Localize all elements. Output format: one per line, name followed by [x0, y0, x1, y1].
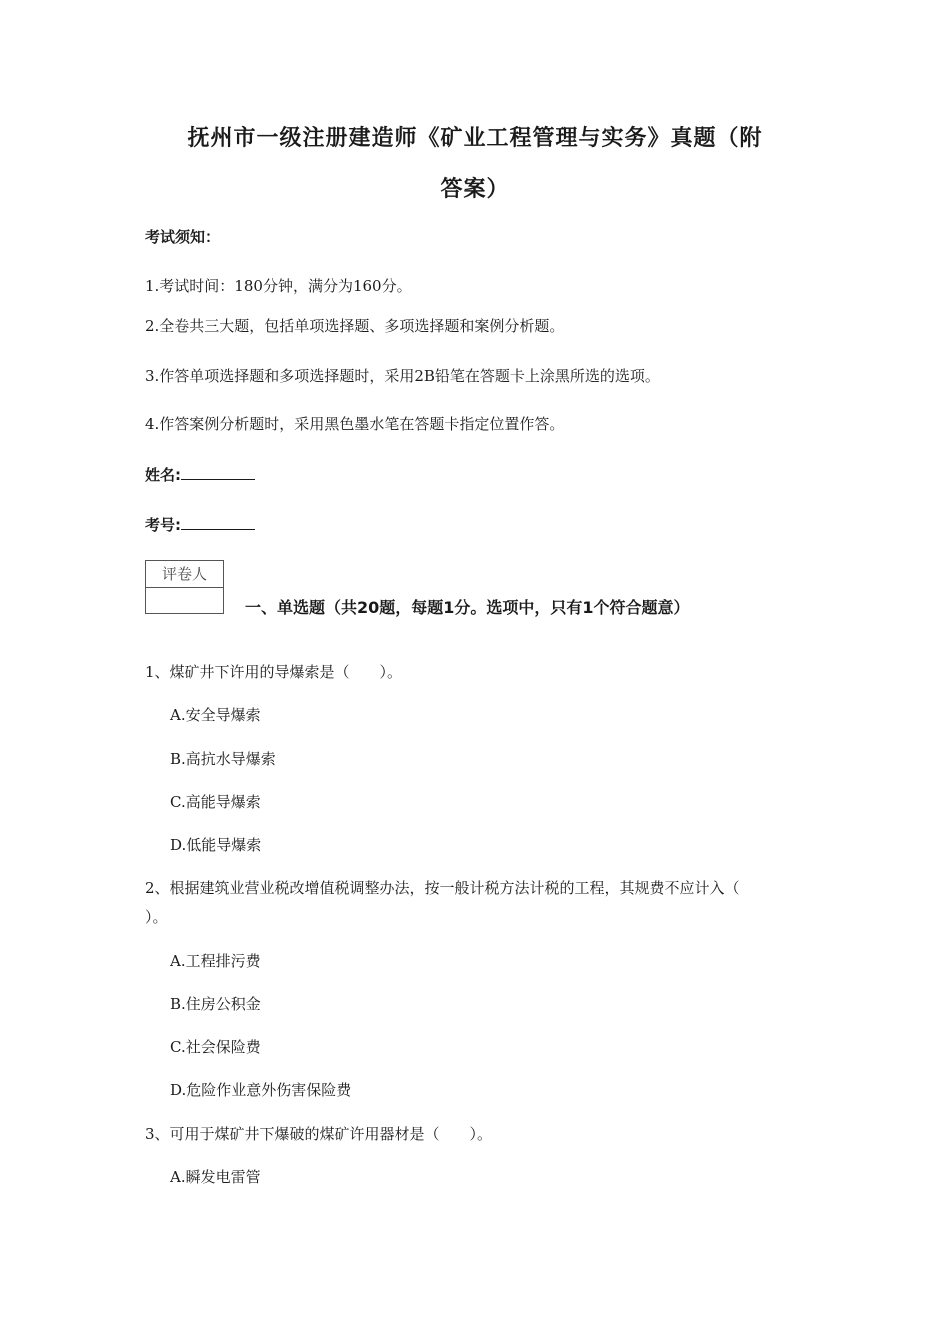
question-option: D.低能导爆索	[170, 836, 262, 854]
question-option: C.社会保险费	[170, 1038, 261, 1056]
question-stem: 3、可用于煤矿井下爆破的煤矿许用器材是（ ）。	[145, 1125, 493, 1143]
number-label: 考号:	[145, 516, 181, 534]
question-option: D.危险作业意外伤害保险费	[170, 1081, 352, 1099]
number-blank	[181, 514, 255, 530]
question-option: A.工程排污费	[170, 952, 261, 970]
name-label: 姓名:	[145, 466, 181, 484]
notice-item: 3.作答单项选择题和多项选择题时，采用2B铅笔在答题卡上涂黑所选的选项。	[145, 367, 660, 385]
notice-item: 1.考试时间：180分钟，满分为160分。	[145, 277, 412, 295]
document-title-line1: 抚州市一级注册建造师《矿业工程管理与实务》真题（附	[187, 126, 763, 151]
document-title-line2: 答案）	[440, 177, 510, 202]
notice-item: 2.全卷共三大题，包括单项选择题、多项选择题和案例分析题。	[145, 317, 565, 335]
notice-heading: 考试须知：	[145, 228, 221, 246]
notice-item: 4.作答案例分析题时，采用黑色墨水笔在答题卡指定位置作答。	[145, 415, 565, 433]
number-field	[145, 514, 255, 535]
question-stem: 1、煤矿井下许用的导爆索是（ ）。	[145, 663, 403, 681]
grader-label: 评卷人	[146, 561, 223, 588]
question-option: A.安全导爆索	[170, 706, 261, 724]
name-blank	[181, 464, 255, 480]
section-title: 一、单选题（共20题，每题1分。选项中，只有1个符合题意）	[245, 598, 690, 617]
grader-box	[145, 560, 224, 614]
name-field	[145, 464, 255, 485]
question-option: A.瞬发电雷管	[170, 1168, 261, 1186]
question-stem: 2、根据建筑业营业税改增值税调整办法，按一般计税方法计税的工程，其规费不应计入（	[145, 879, 740, 897]
question-option: B.高抗水导爆索	[170, 750, 276, 768]
question-stem-continued: ）。	[145, 908, 168, 926]
question-option: C.高能导爆索	[170, 793, 261, 811]
question-option: B.住房公积金	[170, 995, 261, 1013]
